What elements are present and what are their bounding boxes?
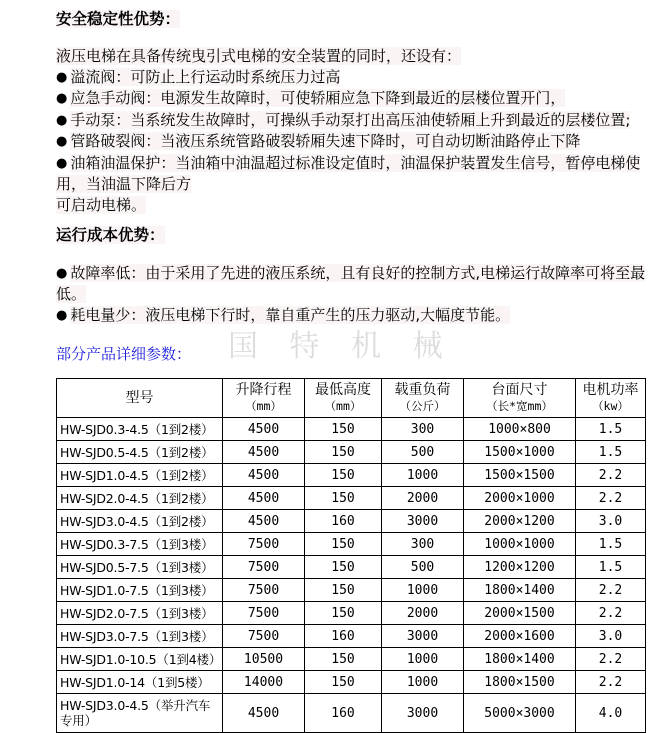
cell-platform-size: 1500×1500 bbox=[464, 464, 576, 487]
section-heading-cost-text: 运行成本优势： bbox=[56, 226, 165, 245]
bullet-dot-icon: ● bbox=[56, 265, 68, 281]
cell-model: HW-SJD0.5-4.5（1到2楼） bbox=[57, 441, 223, 464]
col-header-motor-power bbox=[576, 379, 646, 418]
col-header-motor-power-label: 电机功率 bbox=[582, 382, 639, 399]
col-header-load bbox=[382, 379, 464, 418]
cell-min-height: 150 bbox=[305, 648, 382, 671]
cell-platform-size: 1800×1400 bbox=[464, 648, 576, 671]
cell-min-height: 160 bbox=[305, 694, 382, 733]
bullet-dot-icon: ● bbox=[56, 112, 68, 128]
cell-platform-size: 5000×3000 bbox=[464, 694, 576, 733]
cell-platform-size: 1000×1000 bbox=[464, 533, 576, 556]
cell-platform-size: 1800×1500 bbox=[464, 671, 576, 694]
cell-load: 1000 bbox=[382, 648, 464, 671]
col-header-motor-power-unit: （kw） bbox=[592, 399, 629, 414]
cell-motor-power: 1.5 bbox=[576, 533, 646, 556]
cell-stroke: 4500 bbox=[223, 464, 305, 487]
cell-min-height: 150 bbox=[305, 602, 382, 625]
col-header-stroke-label: 升降行程 bbox=[235, 382, 292, 399]
cell-load: 3000 bbox=[382, 510, 464, 533]
cell-stroke: 7500 bbox=[223, 602, 305, 625]
col-header-model-label: 型号 bbox=[125, 389, 154, 406]
table-row bbox=[57, 671, 646, 694]
cost-bullet-2 bbox=[56, 305, 654, 327]
bullet-dot-icon: ● bbox=[56, 91, 68, 107]
table-header-row bbox=[57, 379, 646, 418]
cell-motor-power: 1.5 bbox=[576, 441, 646, 464]
spacer bbox=[56, 326, 654, 337]
col-header-platform-size bbox=[464, 379, 576, 418]
cell-motor-power: 1.5 bbox=[576, 418, 646, 441]
cell-load: 500 bbox=[382, 441, 464, 464]
col-header-stroke-unit: （mm） bbox=[245, 399, 282, 414]
section-heading-safety-text: 安全稳定性优势： bbox=[56, 10, 181, 28]
cell-load: 3000 bbox=[382, 625, 464, 648]
table-heading: 部分产品详细参数： bbox=[56, 345, 192, 364]
spacer bbox=[56, 35, 654, 46]
cell-model: HW-SJD3.0-7.5（1到3楼） bbox=[57, 625, 223, 648]
col-header-platform-size-unit: （长*宽mm） bbox=[486, 399, 553, 414]
cell-stroke: 7500 bbox=[223, 556, 305, 579]
col-header-min-height-unit: （mm） bbox=[324, 399, 362, 414]
spacer bbox=[56, 215, 654, 226]
spacer bbox=[56, 252, 654, 263]
cell-model: HW-SJD2.0-4.5（1到2楼） bbox=[57, 487, 223, 510]
cell-model: HW-SJD1.0-7.5（1到3楼） bbox=[57, 579, 223, 602]
safety-intro-text: 液压电梯在具备传统曳引式电梯的安全装置的同时，还设有： bbox=[56, 47, 462, 66]
cell-model: HW-SJD0.3-7.5（1到3楼） bbox=[57, 533, 223, 556]
section-heading-cost bbox=[56, 226, 654, 245]
table-row bbox=[57, 533, 646, 556]
cell-stroke: 7500 bbox=[223, 625, 305, 648]
cell-platform-size: 1800×1400 bbox=[464, 579, 576, 602]
cell-stroke: 7500 bbox=[223, 579, 305, 602]
cell-load: 300 bbox=[382, 533, 464, 556]
col-header-min-height bbox=[305, 379, 382, 418]
cost-bullet-2-text: 耗电量少：液压电梯下行时，靠自重产生的压力驱动,大幅度节能。 bbox=[70, 305, 511, 324]
cell-platform-size: 2000×1600 bbox=[464, 625, 576, 648]
safety-bullet-4-text: 管路破裂阀：当液压系统管路破裂轿厢失速下降时，可自动切断油路停止下降 bbox=[70, 132, 581, 151]
cell-motor-power: 4.0 bbox=[576, 694, 646, 733]
safety-bullet-3 bbox=[56, 110, 654, 132]
cell-model: HW-SJD1.0-14（1到5楼） bbox=[57, 671, 223, 694]
table-row bbox=[57, 694, 646, 733]
safety-tail-text: 可启动电梯。 bbox=[56, 195, 147, 214]
cell-motor-power: 1.5 bbox=[576, 556, 646, 579]
cell-load: 2000 bbox=[382, 487, 464, 510]
cell-stroke: 10500 bbox=[223, 648, 305, 671]
spec-table-container bbox=[0, 378, 664, 733]
safety-intro bbox=[56, 46, 654, 67]
table-row bbox=[57, 625, 646, 648]
cell-platform-size: 2000×1500 bbox=[464, 602, 576, 625]
col-header-stroke bbox=[223, 379, 305, 418]
cell-platform-size: 2000×1000 bbox=[464, 487, 576, 510]
safety-bullet-1 bbox=[56, 67, 654, 89]
cell-load: 300 bbox=[382, 418, 464, 441]
cell-motor-power: 2.2 bbox=[576, 579, 646, 602]
cell-motor-power: 2.2 bbox=[576, 602, 646, 625]
cell-min-height: 150 bbox=[305, 671, 382, 694]
cell-load: 1000 bbox=[382, 579, 464, 602]
cell-min-height: 160 bbox=[305, 625, 382, 648]
bullet-dot-icon: ● bbox=[56, 69, 68, 85]
cell-min-height: 150 bbox=[305, 441, 382, 464]
cell-model: HW-SJD1.0-4.5（1到2楼） bbox=[57, 464, 223, 487]
table-row bbox=[57, 510, 646, 533]
col-header-platform-size-label: 台面尺寸 bbox=[491, 382, 548, 399]
cell-motor-power: 2.2 bbox=[576, 671, 646, 694]
table-row bbox=[57, 556, 646, 579]
table-row bbox=[57, 487, 646, 510]
cell-motor-power: 3.0 bbox=[576, 510, 646, 533]
cost-bullet-1 bbox=[56, 263, 654, 305]
section-heading-safety bbox=[56, 10, 654, 29]
spec-table bbox=[56, 378, 646, 733]
col-header-load-label: 载重负荷 bbox=[394, 382, 451, 399]
watermark-text: 国 特 机 械 bbox=[228, 329, 454, 364]
safety-bullet-2 bbox=[56, 88, 654, 110]
cell-platform-size: 1500×1000 bbox=[464, 441, 576, 464]
cell-platform-size: 1200×1200 bbox=[464, 556, 576, 579]
cell-load: 3000 bbox=[382, 694, 464, 733]
cost-bullet-1-text: 故障率低：由于采用了先进的液压系统，且有良好的控制方式,电梯运行故障率可将至最低。 bbox=[56, 263, 646, 304]
bullet-dot-icon: ● bbox=[56, 155, 68, 171]
cell-model: HW-SJD0.5-7.5（1到3楼） bbox=[57, 556, 223, 579]
cell-stroke: 7500 bbox=[223, 533, 305, 556]
cell-min-height: 150 bbox=[305, 556, 382, 579]
cell-motor-power: 2.2 bbox=[576, 648, 646, 671]
cell-min-height: 150 bbox=[305, 579, 382, 602]
cell-stroke: 4500 bbox=[223, 694, 305, 733]
table-row bbox=[57, 602, 646, 625]
table-row bbox=[57, 648, 646, 671]
cell-load: 2000 bbox=[382, 602, 464, 625]
bullet-dot-icon: ● bbox=[56, 134, 68, 150]
safety-tail bbox=[56, 195, 654, 216]
article-body bbox=[0, 10, 664, 364]
cell-stroke: 4500 bbox=[223, 510, 305, 533]
col-header-load-unit: （公斤） bbox=[399, 399, 446, 414]
spec-table-body bbox=[57, 379, 646, 733]
cell-motor-power: 2.2 bbox=[576, 487, 646, 510]
table-row bbox=[57, 441, 646, 464]
cell-motor-power: 3.0 bbox=[576, 625, 646, 648]
cell-model: HW-SJD1.0-10.5（1到4楼） bbox=[57, 648, 223, 671]
col-header-min-height-label: 最低高度 bbox=[315, 382, 371, 399]
cell-load: 500 bbox=[382, 556, 464, 579]
cell-model: HW-SJD3.0-4.5（1到2楼） bbox=[57, 510, 223, 533]
safety-bullet-5-text: 油箱油温保护：当油箱中油温超过标准设定值时，油温保护装置发生信号，暂停电梯使用，当油温下降后方 bbox=[56, 153, 641, 194]
cell-load: 1000 bbox=[382, 671, 464, 694]
safety-bullet-1-text: 溢流阀：可防止上行运动时系统压力过高 bbox=[70, 67, 341, 86]
safety-bullet-5 bbox=[56, 153, 654, 195]
safety-bullet-3-text: 手动泵：当系统发生故障时，可操纵手动泵打出高压油使轿厢上升到最近的层楼位置; bbox=[70, 110, 631, 129]
cell-motor-power: 2.2 bbox=[576, 464, 646, 487]
cell-min-height: 160 bbox=[305, 510, 382, 533]
cell-platform-size: 2000×1200 bbox=[464, 510, 576, 533]
cell-stroke: 4500 bbox=[223, 441, 305, 464]
cell-min-height: 150 bbox=[305, 464, 382, 487]
section-safety bbox=[56, 10, 654, 215]
table-row bbox=[57, 579, 646, 602]
bullet-dot-icon: ● bbox=[56, 307, 68, 323]
cell-model: HW-SJD0.3-4.5（1到2楼） bbox=[57, 418, 223, 441]
col-header-model bbox=[57, 379, 223, 418]
table-row bbox=[57, 418, 646, 441]
cell-stroke: 14000 bbox=[223, 671, 305, 694]
cell-stroke: 4500 bbox=[223, 418, 305, 441]
cell-platform-size: 1000×800 bbox=[464, 418, 576, 441]
safety-bullet-4 bbox=[56, 131, 654, 153]
cell-model: HW-SJD3.0-4.5（举升汽车专用） bbox=[57, 694, 223, 733]
cell-load: 1000 bbox=[382, 464, 464, 487]
spacer bbox=[56, 337, 654, 344]
cell-model: HW-SJD2.0-7.5（1到3楼） bbox=[57, 602, 223, 625]
cell-stroke: 4500 bbox=[223, 487, 305, 510]
safety-bullet-2-text: 应急手动阀：电源发生故障时，可使轿厢应急下降到最近的层楼位置开门， bbox=[70, 89, 566, 108]
table-row bbox=[57, 464, 646, 487]
cell-min-height: 150 bbox=[305, 487, 382, 510]
section-cost bbox=[56, 226, 654, 326]
cell-min-height: 150 bbox=[305, 533, 382, 556]
cell-min-height: 150 bbox=[305, 418, 382, 441]
